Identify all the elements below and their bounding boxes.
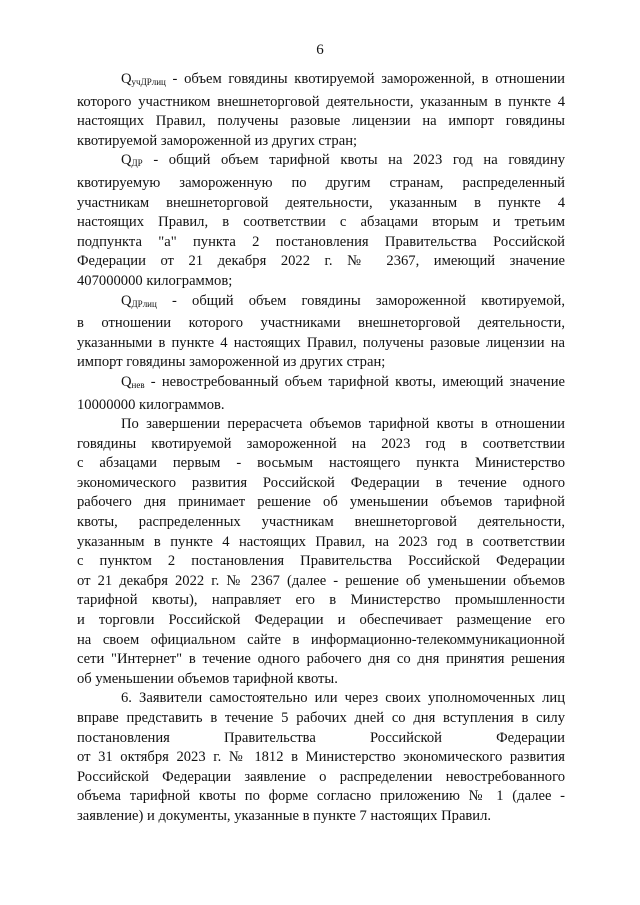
variable-symbol: Q <box>121 373 132 390</box>
text-line: в отношении которого участниками внешнеторговой деятельности, <box>77 315 565 332</box>
variable-symbol: Q <box>121 292 132 309</box>
text-line: от 31 октября 2023 г. № 1812 в Министерство экономического развития <box>77 749 565 766</box>
variable-definition <box>77 70 565 151</box>
text-line: заявление) и документы, указанные в пункте 7 настоящих Правил. <box>77 807 492 824</box>
text-line: подпункта "а" пункта 2 постановления Правительства Российской <box>77 233 565 250</box>
text-line: об уменьшении объемов тарифной квоты. <box>77 670 338 687</box>
text-line <box>77 151 565 174</box>
text-line: 407000000 килограммов; <box>77 272 233 289</box>
variable-subscript: ДРлиц <box>131 298 157 309</box>
text-line <box>77 373 565 396</box>
variable-subscript: нев <box>131 379 145 390</box>
line-text: - невостребованный объем тарифной квоты, имеющий значение <box>144 373 565 390</box>
text-line: квотируемой замороженной из других стран; <box>77 132 358 149</box>
text-line: объема тарифной квоты по форме согласно приложению № 1 (далее - <box>77 788 565 805</box>
text-line: рабочего дня принимает решение об уменьшении объемов тарифной <box>77 494 565 511</box>
text-line: которого участником внешнеторговой деятельности, указанным в пункте 4 <box>77 93 565 110</box>
text-line: указанными в пункте 4 настоящих Правил, получены разовые лицензии на <box>77 334 565 351</box>
variable-definition <box>77 292 565 373</box>
variable-definition <box>77 373 565 415</box>
text-line: квотируемую замороженную по другим странам, распределенный <box>77 174 565 191</box>
variable-symbol: Q <box>121 71 132 87</box>
text-line: на своем официальном сайте в информационно-телекоммуникационной <box>77 631 565 648</box>
text-line: сети "Интернет" в течение одного рабочего дня со дня принятия решения <box>77 651 565 668</box>
body-paragraph <box>77 415 565 689</box>
text-line: постановления Правительства Российской Федерации <box>77 729 565 746</box>
text-line: экономического развития Российской Федерации в течение одного <box>77 474 565 491</box>
text-line <box>77 70 565 93</box>
text-line: квоты, распределенных участникам внешнеторговой деятельности, <box>77 514 565 531</box>
line-text: - объем говядины квотируемой замороженной, в отношении <box>165 71 565 87</box>
text-line: 6. Заявители самостоятельно или через своих уполномоченных лиц <box>121 690 565 707</box>
line-text: - общий объем говядины замороженной квотируемой, <box>156 292 565 309</box>
text-line: и торговли Российской Федерации и обеспечивает размещение его <box>77 612 565 629</box>
page-number: 6 <box>316 42 324 58</box>
text-line: импорт говядины замороженной из других стран; <box>77 354 386 371</box>
text-line: от 21 декабря 2022 г. № 2367 (далее - решение об уменьшении объемов <box>77 572 565 589</box>
text-line: 10000000 килограммов. <box>77 396 225 413</box>
text-line: настоящих Правил, в соответствии с абзацами вторым и третьим <box>77 214 565 231</box>
line-text: - общий объем тарифной квоты на 2023 год на говядину <box>142 152 565 169</box>
text-line <box>77 292 565 315</box>
text-line: настоящих Правил, получены разовые лицензии на импорт говядины <box>77 113 565 130</box>
variable-symbol: Q <box>121 152 132 169</box>
text-line: участникам внешнеторговой деятельности, указанным в пункте 4 <box>77 194 565 211</box>
document-body <box>77 70 565 827</box>
text-line: Федерации от 21 декабря 2022 г. № 2367, имеющий значение <box>77 253 565 270</box>
body-paragraph <box>77 689 565 826</box>
text-line: Российской Федерации заявление о распределении невостребованного <box>77 768 565 785</box>
text-line: вправе представить в течение 5 рабочих дней со дня вступления в силу <box>77 710 565 726</box>
variable-subscript: ДР <box>131 158 143 169</box>
variable-subscript: учДРлиц <box>131 77 166 87</box>
text-line: с пунктом 2 постановления Правительства Российской Федерации <box>77 553 565 570</box>
text-line: говядины квотируемой замороженной на 2023 год в соответствии <box>77 435 565 452</box>
text-line: По завершении перерасчета объемов тарифной квоты в отношении <box>121 416 565 433</box>
variable-definition <box>77 151 565 291</box>
text-line: тарифной квоты), направляет его в Министерство промышленности <box>77 592 565 609</box>
text-line: указанным в пункте 4 настоящих Правил, на 2023 год в соответствии <box>77 533 565 550</box>
text-line: с абзацами первым - восьмым настоящего пункта Министерство <box>77 455 565 472</box>
